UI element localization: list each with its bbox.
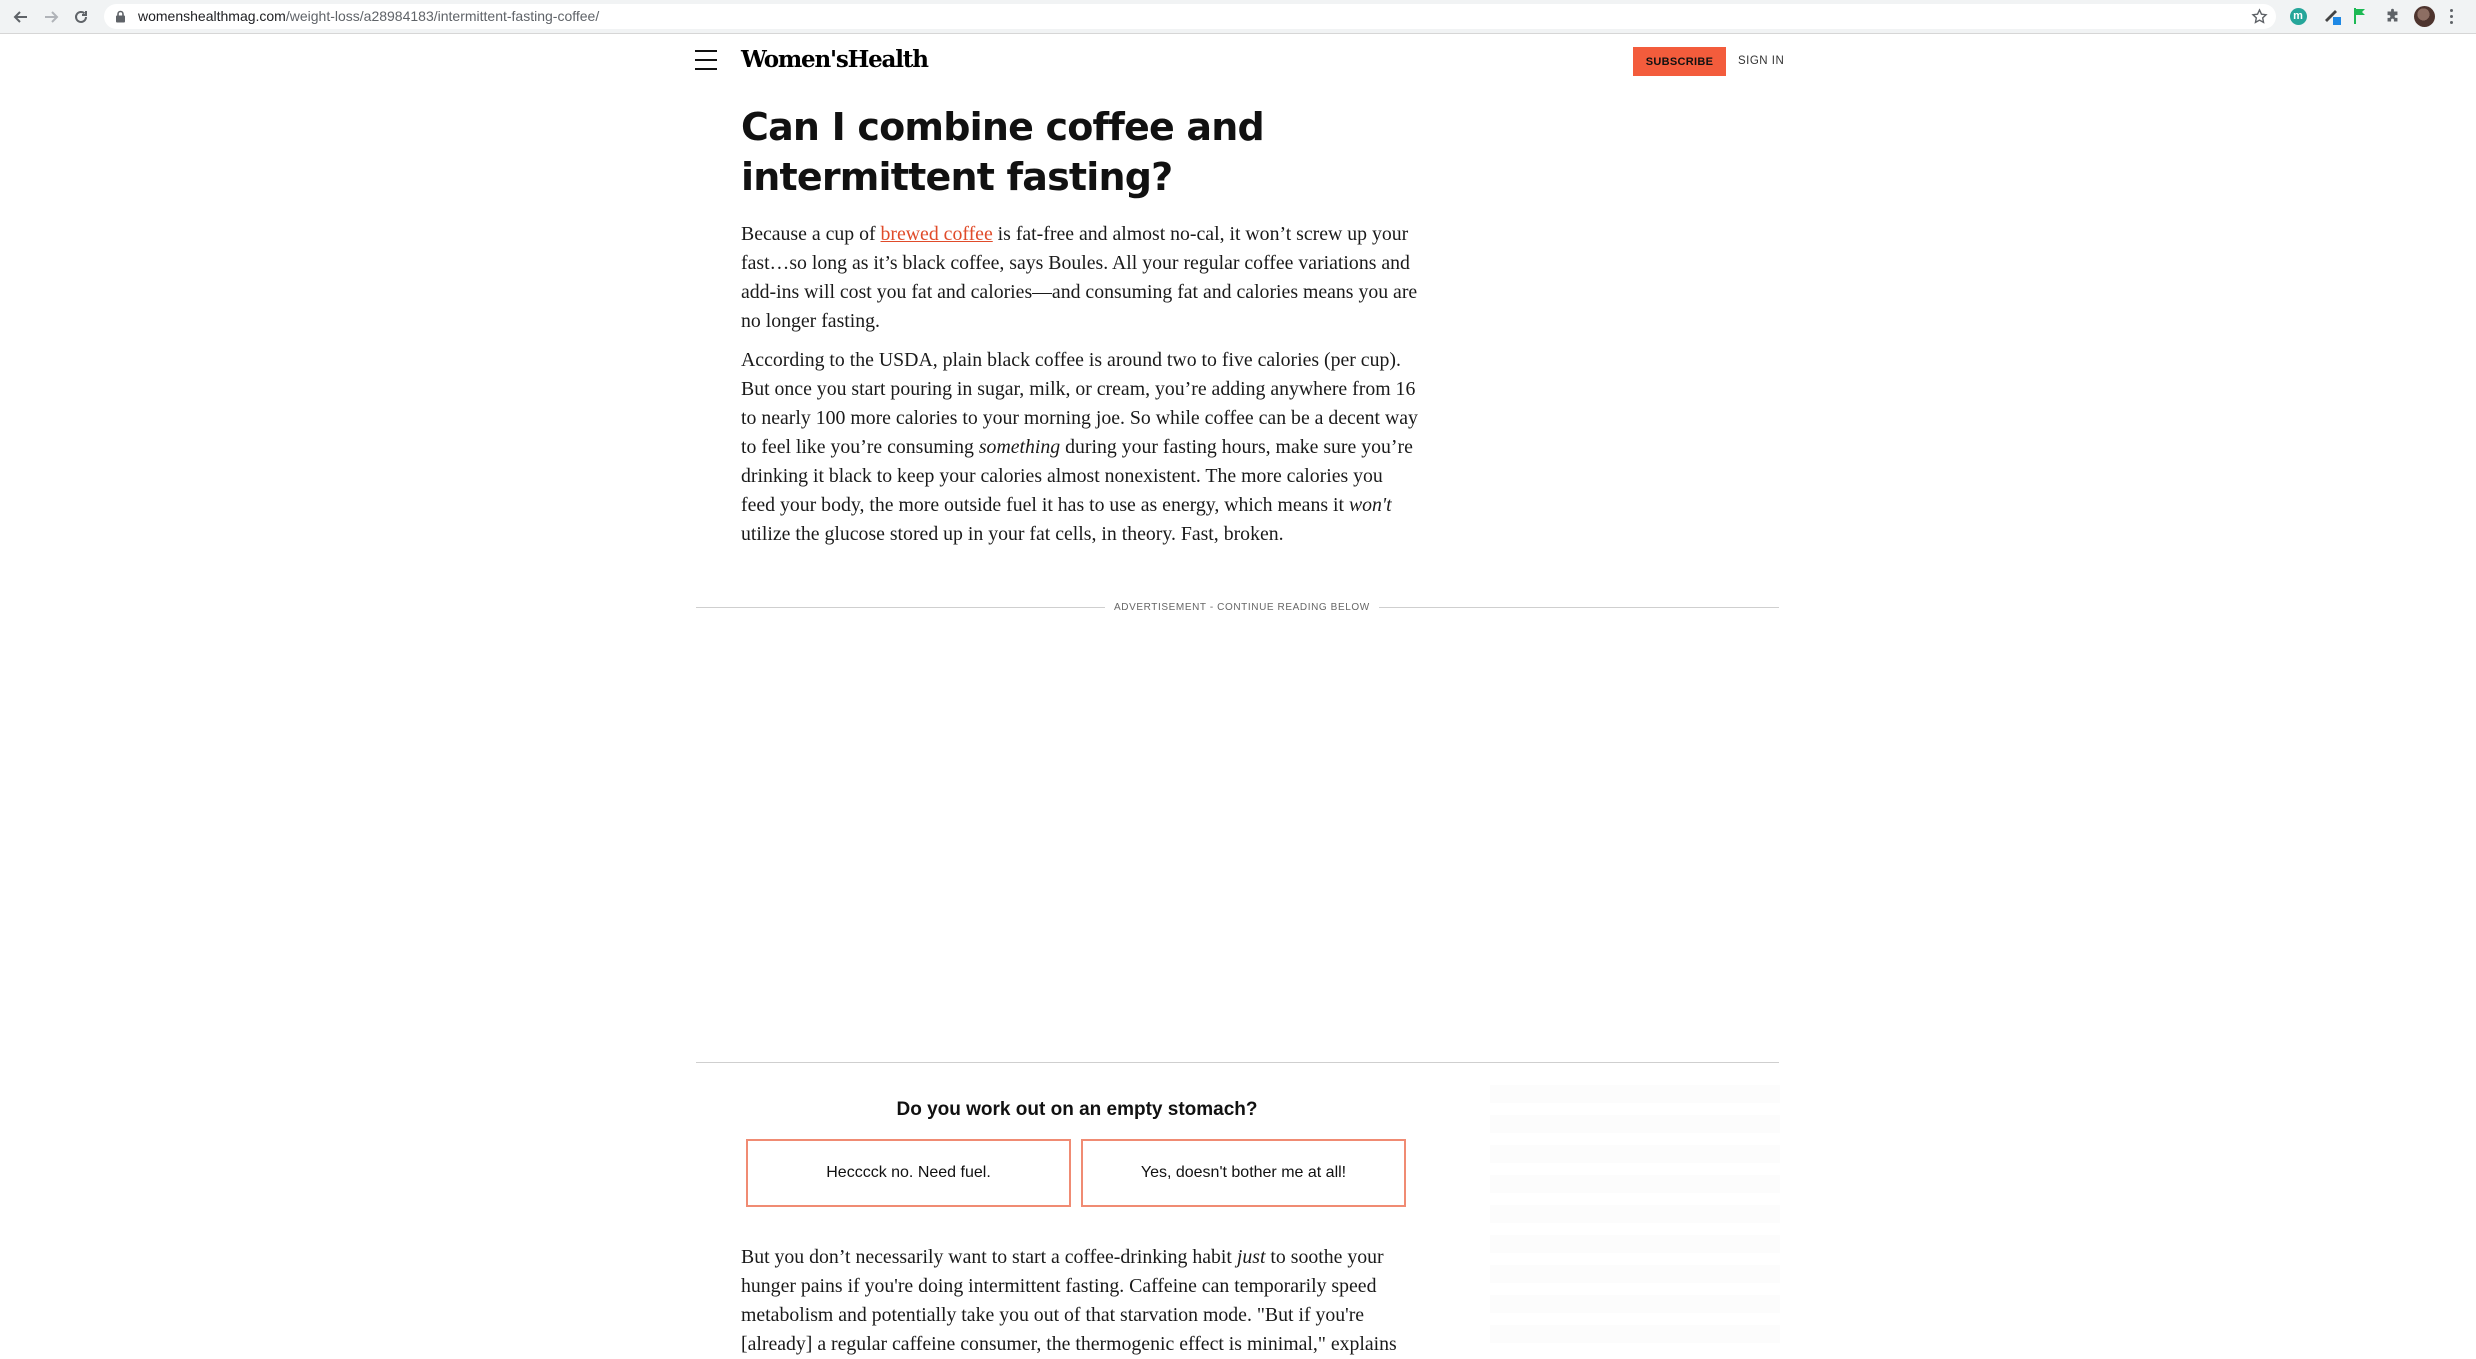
article-paragraph-3 [741, 1243, 1421, 1359]
url-text [138, 4, 599, 29]
ad-divider-bottom [696, 1062, 1779, 1063]
p3-text-a: But you don’t necessarily want to start a coffee-drinking habit [741, 1246, 1237, 1268]
article-paragraph-2 [741, 346, 1421, 549]
poll-question: Do you work out on an empty stomach? [896, 1099, 1258, 1120]
hamburger-menu-icon[interactable] [695, 50, 717, 70]
subscribe-button[interactable]: SUBSCRIBE [1633, 47, 1726, 76]
browser-toolbar [0, 0, 2476, 34]
advertisement-label: ADVERTISEMENT - CONTINUE READING BELOW [1105, 600, 1379, 615]
url-host: womenshealthmag.com [138, 8, 286, 24]
brewed-coffee-link[interactable]: brewed coffee [880, 223, 993, 245]
article-headline: Can I combine coffee and intermittent fasting? [741, 105, 1264, 199]
p3-emphasis-just: just [1236, 1246, 1266, 1268]
p1-text-after: is fat-free and almost no-cal, it won’t screw up your fast…so long as it’s black coffee, says Boules. All your regular coffee variations and add-ins will cost you fat and calories—and consuming fat and calories means you are no longer fasting. [741, 223, 1418, 332]
p1-text-before: Because a cup of [741, 223, 881, 245]
back-icon[interactable] [8, 4, 34, 30]
address-bar[interactable] [104, 4, 2276, 29]
url-path: /weight-loss/a28984183/intermittent-fasting-coffee/ [285, 8, 600, 24]
p2-text-b: during your fasting hours, make sure you’re drinking it black to keep your calories almost nonexistent. The more calories you feed your body, the more outside fuel it has to use as energy, which means it [741, 436, 1413, 516]
reload-icon[interactable] [68, 4, 94, 30]
extension-flag-icon[interactable] [2350, 6, 2370, 26]
sign-in-link[interactable]: SIGN IN [1738, 55, 1785, 67]
extension-m-letter: m [2290, 8, 2307, 25]
site-logo[interactable]: Women'sHealth [741, 46, 928, 73]
poll-option-yes[interactable]: Yes, doesn't bother me at all! [1081, 1139, 1406, 1207]
extension-m-icon[interactable] [2288, 6, 2308, 26]
puzzle-icon[interactable] [2382, 6, 2402, 26]
p2-text-a: According to the USDA, plain black coffee is around two to five calories (per cup). But once you start pouring in sugar, milk, or cream, you’re adding anywhere from 16 to nearly 100 more calories to your morning joe. So while coffee can be a decent way to feel like you’re consuming [741, 349, 1418, 458]
advertisement-slot [696, 608, 1779, 1062]
p2-emphasis-something: something [978, 436, 1061, 458]
extension-pen-icon[interactable] [2322, 6, 2342, 26]
forward-icon[interactable] [38, 4, 64, 30]
poll-option-no[interactable]: Hecccck no. Need fuel. [746, 1139, 1071, 1207]
p3-text-b: to soothe your hunger pains if you're doing intermittent fasting. Caffeine can temporarily speed metabolism and potentially take you out of that starvation mode. "But if you're [already] a regular caffeine consumer, the thermogenic effect is minimal," explains [741, 1246, 1397, 1355]
sidebar-ad-placeholder [1490, 1085, 1780, 1350]
avatar[interactable] [2414, 6, 2435, 27]
p2-text-c: utilize the glucose stored up in your fat cells, in theory. Fast, broken. [741, 523, 1284, 545]
article-paragraph-1 [741, 220, 1421, 336]
kebab-menu-icon[interactable] [2446, 6, 2456, 27]
p2-emphasis-wont: won't [1348, 494, 1392, 516]
star-icon[interactable] [2251, 8, 2268, 30]
lock-icon [115, 10, 126, 28]
